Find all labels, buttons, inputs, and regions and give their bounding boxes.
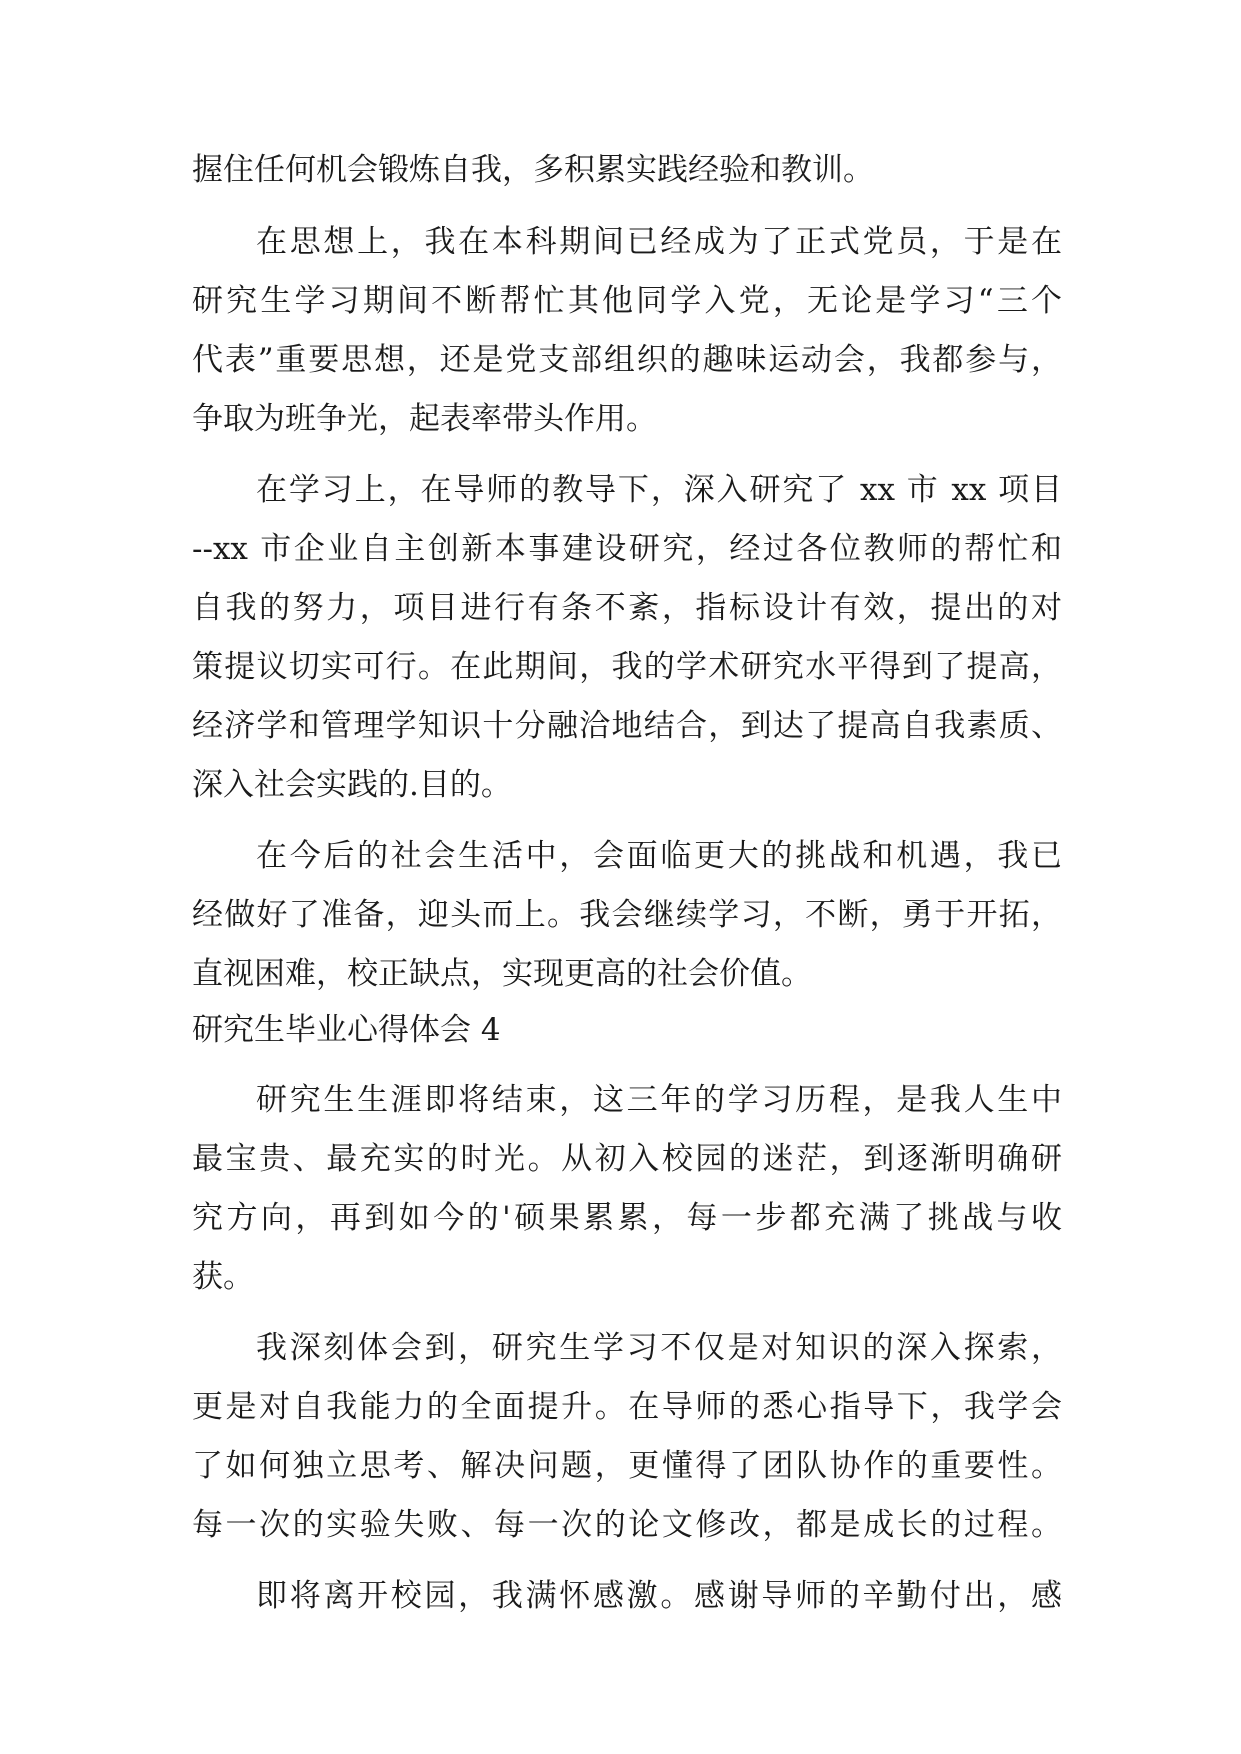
section-heading: 研究生毕业心得体会 4 [192,1012,501,1048]
text-line: 最宝贵、最充实的时光。从初入校园的迷茫，到逐渐明确研 [192,1141,1062,1177]
paragraph-first-line: 即将离开校园，我满怀感激。感谢导师的辛勤付出，感 [256,1578,1062,1614]
text-line: 自我的努力，项目进行有条不紊，指标设计有效，提出的对 [192,590,1062,626]
text-line: 代表”重要思想，还是党支部组织的趣味运动会，我都参与， [192,342,1062,378]
text-line: 握住任何机会锻炼自我，多积累实践经验和教训。 [192,152,874,188]
text-line: 经济学和管理学知识十分融洽地结合，到达了提高自我素质、 [192,708,1062,744]
text-line: 获。 [192,1259,254,1295]
text-line: 更是对自我能力的全面提升。在导师的悉心指导下，我学会 [192,1389,1062,1425]
text-line: 策提议切实可行。在此期间，我的学术研究水平得到了提高， [192,649,1062,685]
text-line: 每一次的实验失败、每一次的论文修改，都是成长的过程。 [192,1507,1062,1543]
paragraph-first-line: 研究生生涯即将结束，这三年的学习历程，是我人生中 [256,1082,1062,1118]
text-line: --xx 市企业自主创新本事建设研究，经过各位教师的帮忙和 [192,531,1062,567]
paragraph-first-line: 在今后的社会生活中，会面临更大的挑战和机遇，我已 [256,838,1062,874]
paragraph-first-line: 在思想上，我在本科期间已经成为了正式党员，于是在 [256,224,1062,260]
text-line: 研究生学习期间不断帮忙其他同学入党，无论是学习“三个 [192,283,1062,319]
paragraph-first-line: 在学习上，在导师的教导下，深入研究了 xx 市 xx 项目 [256,472,1062,508]
text-line: 深入社会实践的.目的。 [192,767,512,803]
text-line: 直视困难，校正缺点，实现更高的社会价值。 [192,956,812,992]
text-line: 了如何独立思考、解决问题，更懂得了团队协作的重要性。 [192,1448,1062,1484]
text-line: 争取为班争光，起表率带头作用。 [192,401,657,437]
paragraph-first-line: 我深刻体会到，研究生学习不仅是对知识的深入探索， [256,1330,1062,1366]
text-line: 经做好了准备，迎头而上。我会继续学习，不断，勇于开拓， [192,897,1062,933]
text-line: 究方向，再到如今的'硕果累累，每一步都充满了挑战与收 [192,1200,1062,1236]
